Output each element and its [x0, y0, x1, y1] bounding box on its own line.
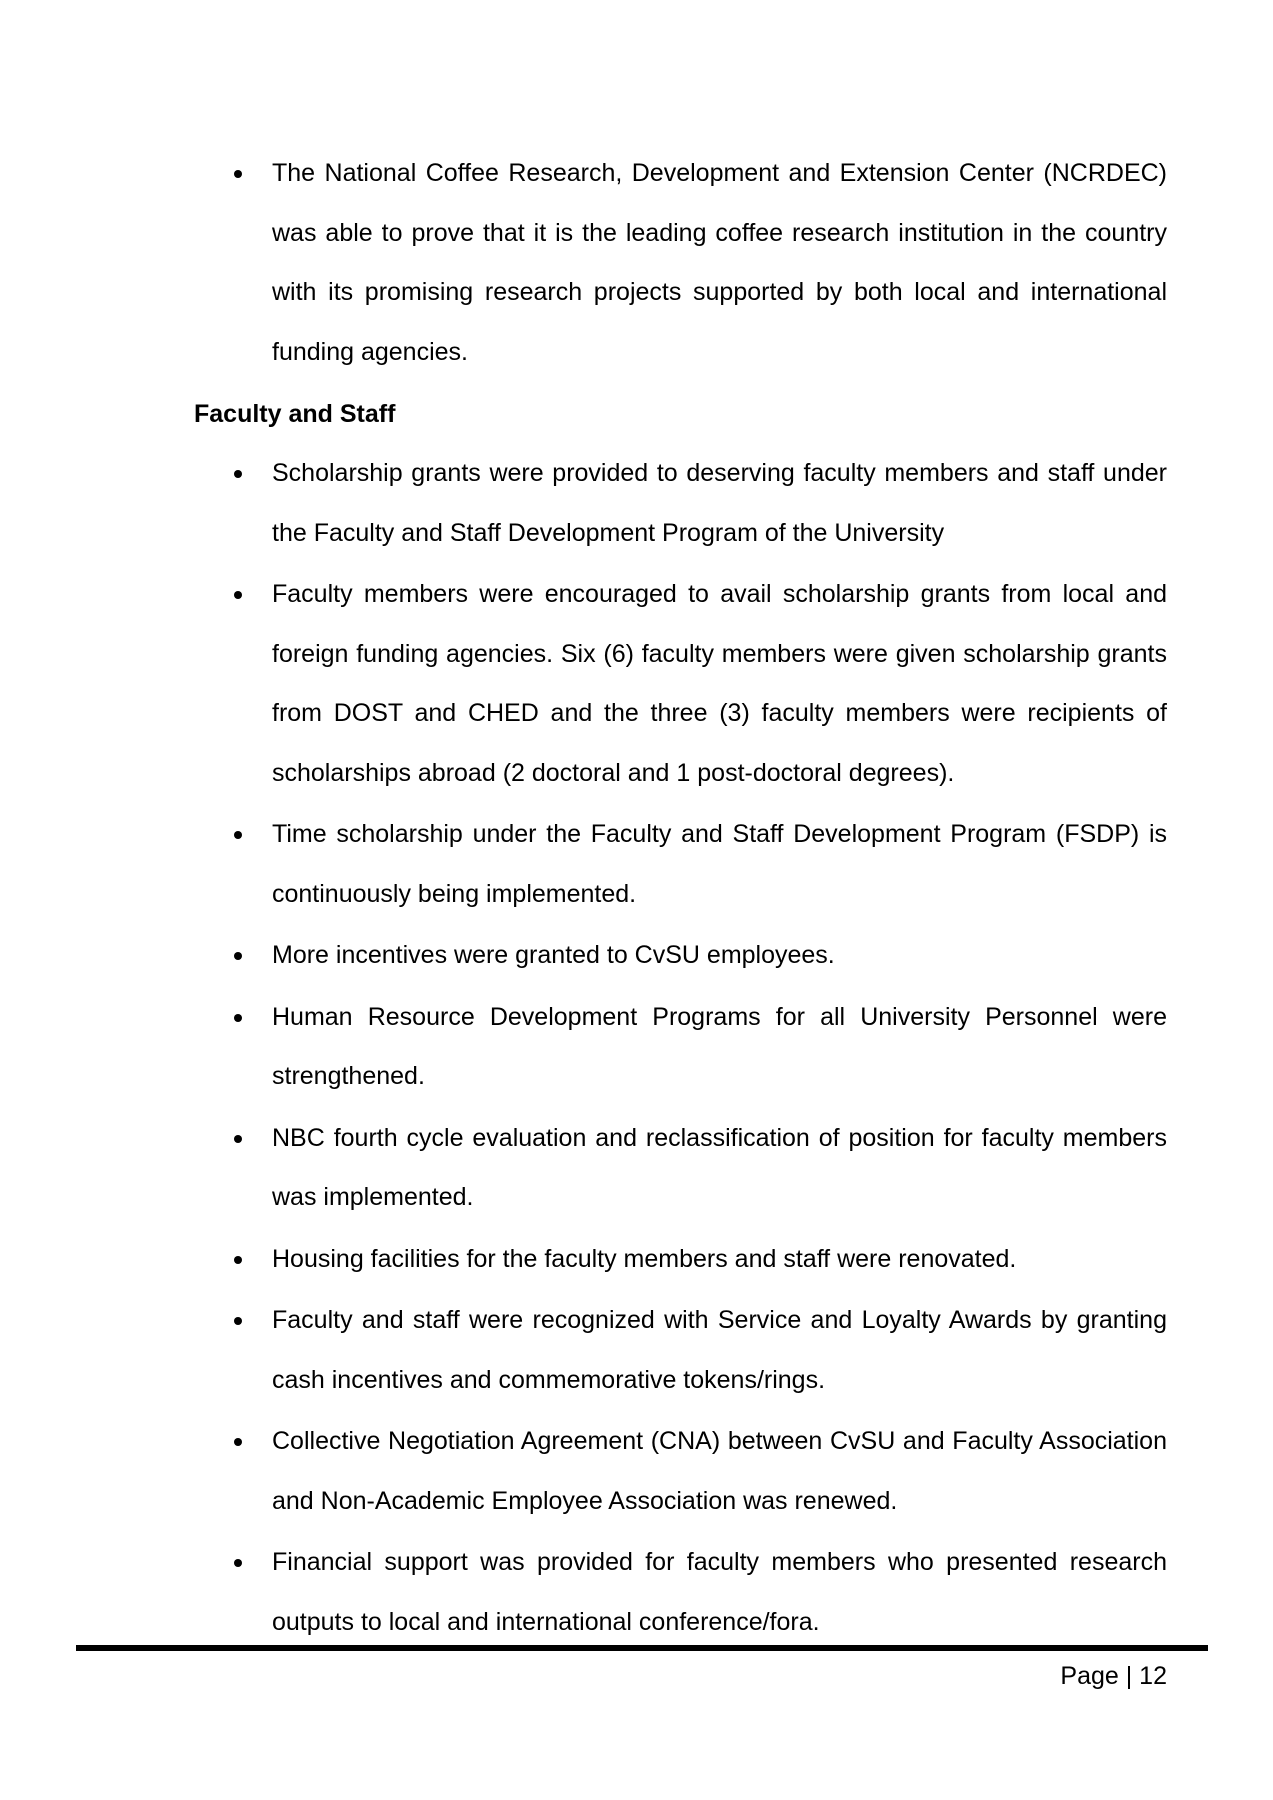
list-item — [194, 805, 1167, 924]
list-item-text: Faculty members were encouraged to avail scholarship grants from local and foreign funding agencies. Six (6) faculty members were given scholarship grants from DOST and CHED and the three (3) faculty members were recipients of scholarships abroad (2 doctoral and 1 post-doctoral degrees). — [272, 580, 1167, 787]
list-item — [194, 988, 1167, 1107]
list-item — [194, 1109, 1167, 1228]
list-item — [194, 1412, 1167, 1531]
list-item — [194, 565, 1167, 803]
list-item — [194, 1291, 1167, 1410]
list-item — [194, 444, 1167, 563]
list-item-text: Housing facilities for the faculty members and staff were renovated. — [272, 1244, 1017, 1273]
list-item-text: Time scholarship under the Faculty and Staff Development Program (FSDP) is continuously being implemented. — [272, 820, 1167, 908]
intro-bullet-list — [194, 144, 1167, 382]
list-item-text: Scholarship grants were provided to deserving faculty members and staff under the Faculty and Staff Development Program of the University — [272, 459, 1167, 547]
list-item-text: Collective Negotiation Agreement (CNA) between CvSU and Faculty Association and Non-Academic Employee Association was renewed. — [272, 1427, 1167, 1515]
section-heading: Faculty and Staff — [194, 400, 396, 428]
list-item — [194, 926, 1167, 986]
list-item — [194, 1533, 1167, 1652]
faculty-staff-bullet-list — [194, 444, 1167, 1652]
list-item — [194, 1230, 1167, 1290]
page-number: Page | 12 — [1060, 1662, 1167, 1690]
list-item — [194, 144, 1167, 382]
footer-divider — [76, 1645, 1208, 1651]
list-item-text: Human Resource Development Programs for all University Personnel were strengthened. — [272, 1002, 1167, 1090]
list-item-text: The National Coffee Research, Development and Extension Center (NCRDEC) was able to prove that it is the leading coffee research institution in the country with its promising research projects supported by both local and international funding agencies. — [272, 159, 1167, 366]
page-content — [194, 144, 1167, 1654]
list-item-text: NBC fourth cycle evaluation and reclassification of position for faculty members was implemented. — [272, 1123, 1167, 1211]
list-item-text: Faculty and staff were recognized with Service and Loyalty Awards by granting cash incentives and commemorative tokens/rings. — [272, 1306, 1167, 1394]
list-item-text: Financial support was provided for faculty members who presented research outputs to local and international conference/fora. — [272, 1548, 1167, 1636]
list-item-text: More incentives were granted to CvSU employees. — [272, 941, 835, 969]
